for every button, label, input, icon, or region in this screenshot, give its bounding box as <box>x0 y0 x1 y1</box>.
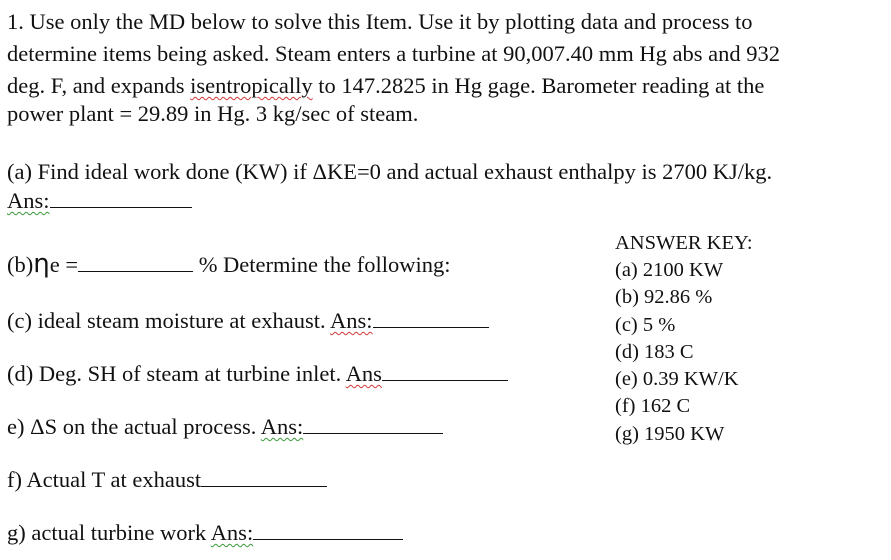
part-g-answer-blank[interactable] <box>253 538 403 540</box>
problem-line-3 <box>7 72 764 100</box>
part-a-question: (a) Find ideal work done (KW) if ΔKE=0 and actual exhaust enthalpy is 2700 KJ/kg. <box>7 159 773 184</box>
part-g-question: g) actual turbine work <box>7 520 211 545</box>
part-b-subscript: e <box>49 252 60 277</box>
part-e-ans-label: Ans: <box>260 414 304 439</box>
problem-line-4 <box>7 100 418 128</box>
problem-text-3b: to 147.2825 in Hg gage. Barometer reading at the <box>312 73 765 98</box>
part-f-answer-blank[interactable] <box>201 485 327 487</box>
part-d-question: (d) Deg. SH of steam at turbine inlet. <box>7 361 346 386</box>
problem-line-2 <box>7 40 780 68</box>
part-c-question: (c) ideal steam moisture at exhaust. <box>7 308 331 333</box>
answer-key-item-g: (g) 1950 KW <box>615 423 725 445</box>
part-a-answer-line <box>7 187 192 215</box>
answer-key-item-f: (f) 162 C <box>615 395 691 417</box>
answer-key-title: ANSWER KEY: <box>615 232 753 254</box>
part-g-line <box>7 519 403 547</box>
part-d-line <box>7 360 508 388</box>
problem-text-1: 1. Use only the MD below to solve this Item. Use it by plotting data and process to <box>7 9 753 34</box>
part-f-line <box>7 466 327 494</box>
part-d-ans-label: Ans <box>345 361 382 386</box>
problem-line-1 <box>7 8 753 36</box>
part-b-answer-blank[interactable] <box>78 270 193 272</box>
answer-key-item-c: (c) 5 % <box>615 314 676 336</box>
problem-text-4: power plant = 29.89 in Hg. 3 kg/sec of steam. <box>7 101 419 126</box>
part-e-answer-blank[interactable] <box>303 432 443 434</box>
part-f-question: f) Actual T at exhaust <box>7 467 202 492</box>
part-e-question: e) ΔS on the actual process. <box>7 414 261 439</box>
part-b-prefix: (b) <box>7 252 34 277</box>
problem-text-3a: deg. F, and expands <box>7 73 191 98</box>
part-d-answer-blank[interactable] <box>382 379 508 381</box>
part-a-answer-blank[interactable] <box>50 206 192 208</box>
answer-key-item-b: (b) 92.86 % <box>615 286 713 308</box>
spellcheck-word-isentropically: isentropically <box>190 73 313 98</box>
part-b-line <box>7 250 451 279</box>
part-b-equals: = <box>59 252 79 277</box>
answer-key-item-d: (d) 183 C <box>615 341 694 363</box>
eta-symbol: η <box>33 249 50 279</box>
part-b-suffix: % Determine the following: <box>193 252 451 277</box>
part-c-ans-label: Ans: <box>330 308 373 333</box>
part-g-ans-label: Ans: <box>210 520 254 545</box>
part-a-question-line <box>7 158 772 186</box>
part-a-ans-label: Ans: <box>7 188 50 213</box>
answer-key-item-a: (a) 2100 KW <box>615 259 724 281</box>
part-c-answer-blank[interactable] <box>373 326 489 328</box>
problem-text-2: determine items being asked. Steam enters a turbine at 90,007.40 mm Hg abs and 932 <box>7 41 780 66</box>
part-c-line <box>7 307 489 335</box>
answer-key-item-e: (e) 0.39 KW/K <box>615 368 739 390</box>
part-e-line <box>7 413 443 441</box>
